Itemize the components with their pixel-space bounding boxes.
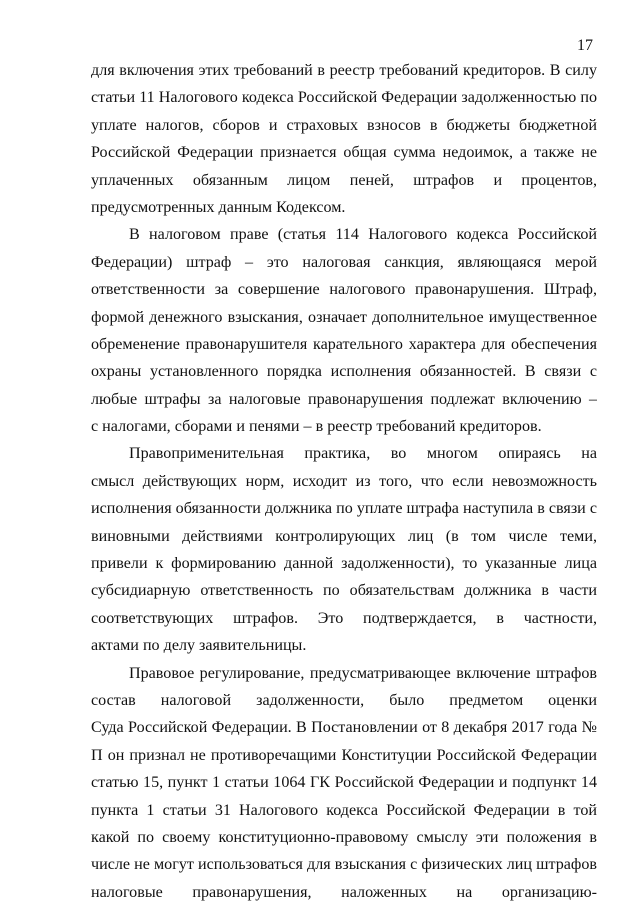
text-line: с налогами, сборами и пенями – в реестр требований кредиторов. — [91, 418, 542, 436]
text-line: уплаченных обязанным лицом пеней, штрафов и процентов, — [91, 171, 597, 189]
text-line: любые штрафы за налоговые правонарушения подлежат включению – — [91, 390, 597, 408]
text-line: статью 15, пункт 1 статьи 1064 ГК Российской Федерации и подпункт 14 — [91, 774, 597, 792]
text-line: для включения этих требований в реестр требований кредиторов. В силу — [91, 62, 597, 79]
text-line: какой по своему конституционно-правовому смыслу эти положения в — [91, 828, 597, 846]
text-line: обременение правонарушителя карательного характера для обеспечения — [91, 335, 597, 353]
paragraph-3 — [91, 440, 597, 659]
text-line: Российской Федерации признается общая сумма недоимок, а также не — [91, 144, 597, 162]
text-line: числе не могут использоваться для взыскания с физических лиц штрафов — [91, 856, 597, 874]
text-line: П он признал не противоречащими Конституции Российской Федерации — [91, 746, 597, 764]
text-line: уплате налогов, сборов и страховых взносов в бюджеты бюджетной — [91, 116, 597, 134]
text-line: ответственности за совершение налогового правонарушения. Штраф, — [91, 281, 597, 299]
text-line: формой денежного взыскания, означает дополнительное имущественное — [91, 308, 597, 326]
text-line: налоговые правонарушения, наложенных на организацию- — [91, 883, 597, 901]
text-line: Суда Российской Федерации. В Постановлении от 8 декабря 2017 года № — [91, 719, 597, 737]
paragraph-4 — [91, 660, 597, 906]
text-line: охраны установленного порядка исполнения обязанностей. В связи с — [91, 363, 597, 381]
text-line: актами по делу заявительницы. — [91, 637, 307, 655]
text-line: пункта 1 статьи 31 Налогового кодекса Российской Федерации в той — [91, 801, 597, 819]
page-number: 17 — [577, 37, 593, 54]
text-line: виновными действиями контролирующих лиц (в том числе теми, — [91, 527, 597, 545]
text-line: статьи 11 Налогового кодекса Российской Федерации задолженностью по — [91, 89, 597, 107]
text-line: состав налоговой задолженности, было предметом оценки — [91, 691, 597, 709]
text-line: привели к формированию данной задолженности), то указанные лица — [91, 555, 597, 573]
text-line: Федерации) штраф – это налоговая санкция, являющаяся мерой — [91, 253, 597, 271]
text-line: В налоговом праве (статья 114 Налогового кодекса Российской — [129, 226, 597, 244]
text-line: смысл действующих норм, исходит из того, что если невозможность — [91, 472, 597, 490]
text-line: Правовое регулирование, предусматривающее включение штрафов — [129, 664, 597, 682]
text-line: Правоприменительная практика, во многом опираясь на — [129, 445, 597, 463]
paragraph-2 — [91, 221, 597, 440]
text-line: соответствующих штрафов. Это подтверждается, в частности, — [91, 609, 597, 627]
paragraph-1 — [91, 57, 597, 221]
text-line: предусмотренных данным Кодексом. — [91, 198, 346, 216]
text-line: субсидиарную ответственность по обязательствам должника в части — [91, 582, 597, 600]
text-line: исполнения обязанности должника по уплате штрафа наступила в связи с — [91, 500, 597, 518]
document-body — [91, 57, 597, 906]
